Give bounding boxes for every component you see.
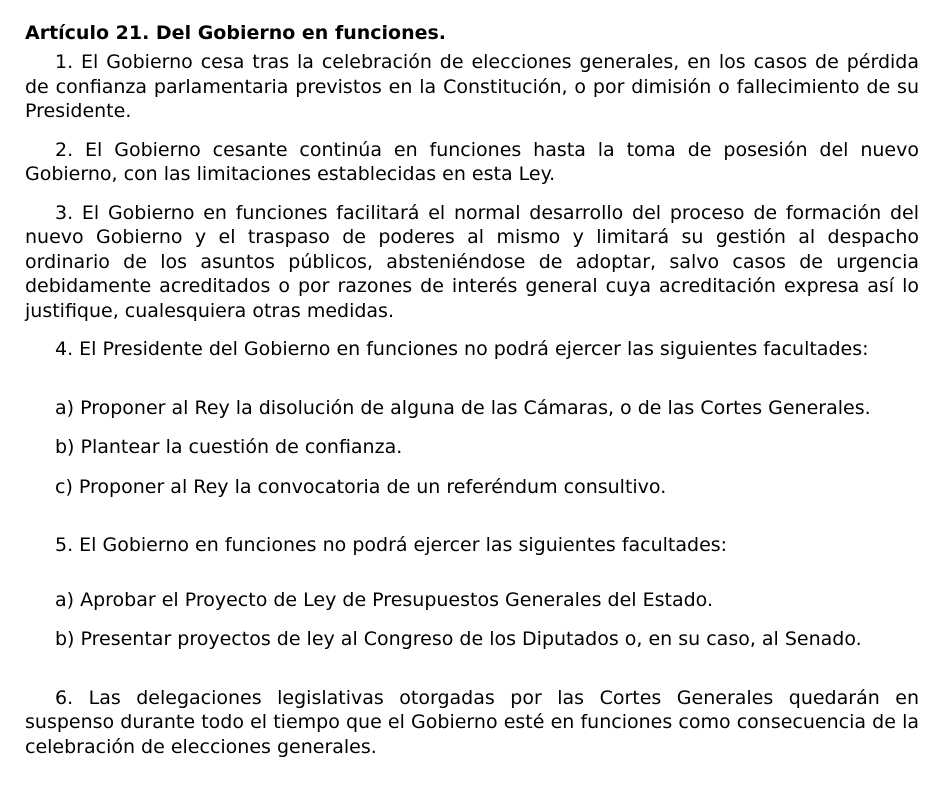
paragraph-5a: a) Aprobar el Proyecto de Ley de Presupuestos Generales del Estado.: [55, 588, 713, 611]
paragraph-5: 5. El Gobierno en funciones no podrá ejercer las siguientes facultades:: [55, 534, 728, 556]
paragraph-3: 3. El Gobierno en funciones facilitará el normal desarrollo del proceso de formación del nuevo Gobierno y el traspaso de poderes al mismo y limitará su gestión al despacho ordinario de los asuntos públicos, absteniéndose de adoptar, salvo casos de urgencia debidamente acreditados o por razones de interés general cuya acreditación expresa así lo justifique, cualesquiera otras medidas.: [25, 201, 919, 322]
paragraph-4a: a) Proponer al Rey la disolución de alguna de las Cámaras, o de las Cortes Generales.: [55, 396, 871, 419]
paragraph-4: 4. El Presidente del Gobierno en funciones no podrá ejercer las siguientes facultades:: [55, 338, 869, 360]
paragraph-6: 6. Las delegaciones legislativas otorgadas por las Cortes Generales quedarán en suspenso durante todo el tiempo que el Gobierno esté en funciones como consecuencia de la celebración de elecciones generales.: [25, 686, 919, 758]
article-document: [25, 20, 919, 759]
paragraph-1: 1. El Gobierno cesa tras la celebración de elecciones generales, en los casos de pérdida de confianza parlamentaria previstos en la Constitución, o por dimisión o fallecimiento de su Presidente.: [25, 51, 919, 122]
paragraph-4b: b) Plantear la cuestión de confianza.: [55, 436, 403, 458]
paragraph-4c: c) Proponer al Rey la convocatoria de un referéndum consultivo.: [55, 475, 667, 498]
paragraph-2: 2. El Gobierno cesante continúa en funciones hasta la toma de posesión del nuevo Gobierno, con las limitaciones establecidas en esta Ley.: [25, 138, 919, 185]
article-title: Artículo 21. Del Gobierno en funciones.: [25, 22, 447, 44]
paragraph-5b: b) Presentar proyectos de ley al Congreso de los Diputados o, en su caso, al Senado.: [55, 628, 862, 650]
